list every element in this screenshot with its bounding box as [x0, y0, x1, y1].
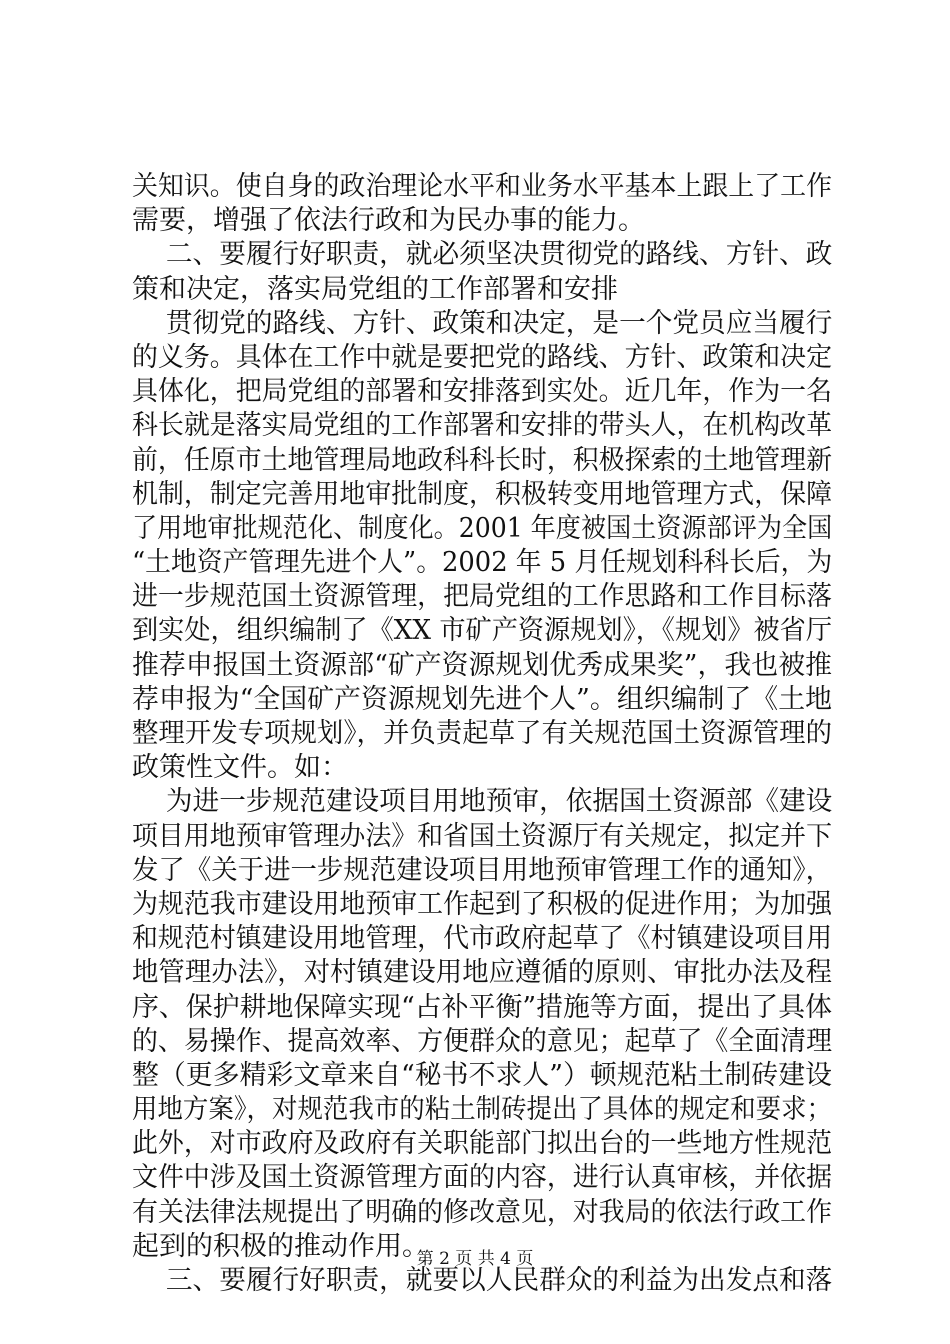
document-body	[132, 170, 832, 1298]
text-line: 和规范村镇建设用地管理，代市政府起草了《村镇建设项目用	[132, 923, 832, 955]
text-line: 关知识。使自身的政治理论水平和业务水平基本上跟上了工作	[132, 171, 832, 202]
text-line: 整理开发专项规划》，并负责起草了有关规范国土资源管理的	[132, 718, 832, 749]
text-line: 序、保护耕地保障实现“占补平衡”措施等方面，提出了具体	[132, 991, 832, 1023]
text-line: 的义务。具体在工作中就是要把党的路线、方针、政策和决定	[132, 341, 832, 373]
text-line: 发了《关于进一步规范建设项目用地预审管理工作的通知》，	[132, 854, 832, 886]
text-line: 用地方案》，对规范我市的粘土制砖提出了具体的规定和要求；	[132, 1094, 832, 1126]
text-line: 进一步规范国土资源管理，把局党组的工作思路和工作目标落	[132, 581, 832, 613]
text-line: 政策性文件。如：	[132, 752, 348, 784]
text-line: 的、易操作、提高效率、方便群众的意见；起草了《全面清理	[132, 1025, 832, 1057]
text-line: 项目用地预审管理办法》和省国土资源厅有关规定，拟定并下	[132, 820, 832, 852]
text-line: 策和决定，落实局党组的工作部署和安排	[132, 273, 618, 305]
text-line: 三、要履行好职责，就要以人民群众的利益为出发点和落	[132, 1265, 833, 1296]
text-line: 为规范我市建设用地预审工作起到了积极的促进作用；为加强	[132, 888, 832, 920]
text-line: 二、要履行好职责，就必须坚决贯彻党的路线、方针、政	[132, 239, 833, 271]
text-line: 此外，对市政府及政府有关职能部门拟出台的一些地方性规范	[132, 1128, 832, 1160]
text-line: 贯彻党的路线、方针、政策和决定，是一个党员应当履行	[132, 307, 833, 339]
text-line: 文件中涉及国土资源管理方面的内容，进行认真审核，并依据	[132, 1162, 832, 1194]
text-line: 具体化，把局党组的部署和安排落到实处。近几年，作为一名	[132, 376, 832, 408]
text-line: 有关法律法规提出了明确的修改意见，对我局的依法行政工作	[132, 1196, 832, 1228]
text-line: 推荐申报国土资源部“矿产资源规划优秀成果奖”，我也被推	[132, 649, 832, 681]
text-line: “土地资产管理先进个人”。2002 年 5 月任规划科科长后，为	[132, 547, 833, 579]
text-line: 机制，制定完善用地审批制度，积极转变用地管理方式，保障	[132, 478, 832, 510]
text-line: 前，任原市土地管理局地政科科长时，积极探索的土地管理新	[132, 444, 832, 476]
text-line: 起到的积极的推动作用。	[132, 1230, 429, 1262]
page-footer: 第 2 页 共 4 页	[416, 1249, 534, 1269]
text-line: 需要，增强了依法行政和为民办事的能力。	[132, 205, 645, 237]
text-line: 荐申报为“全国矿产资源规划先进个人”。组织编制了《土地	[132, 683, 832, 715]
text-line: 科长就是落实局党组的工作部署和安排的带头人，在机构改革	[132, 410, 832, 442]
text-line: 了用地审批规范化、制度化。2001 年度被国土资源部评为全国	[132, 512, 833, 544]
text-line: 到实处，组织编制了《XX 市矿产资源规划》，《规划》被省厅	[132, 615, 833, 647]
text-line: 地管理办法》，对村镇建设用地应遵循的原则、审批办法及程	[132, 957, 832, 989]
text-line: 整（更多精彩文章来自“秘书不求人”）顿规范粘土制砖建设	[132, 1059, 832, 1091]
text-line: 为进一步规范建设项目用地预审，依据国土资源部《建设	[132, 786, 833, 818]
